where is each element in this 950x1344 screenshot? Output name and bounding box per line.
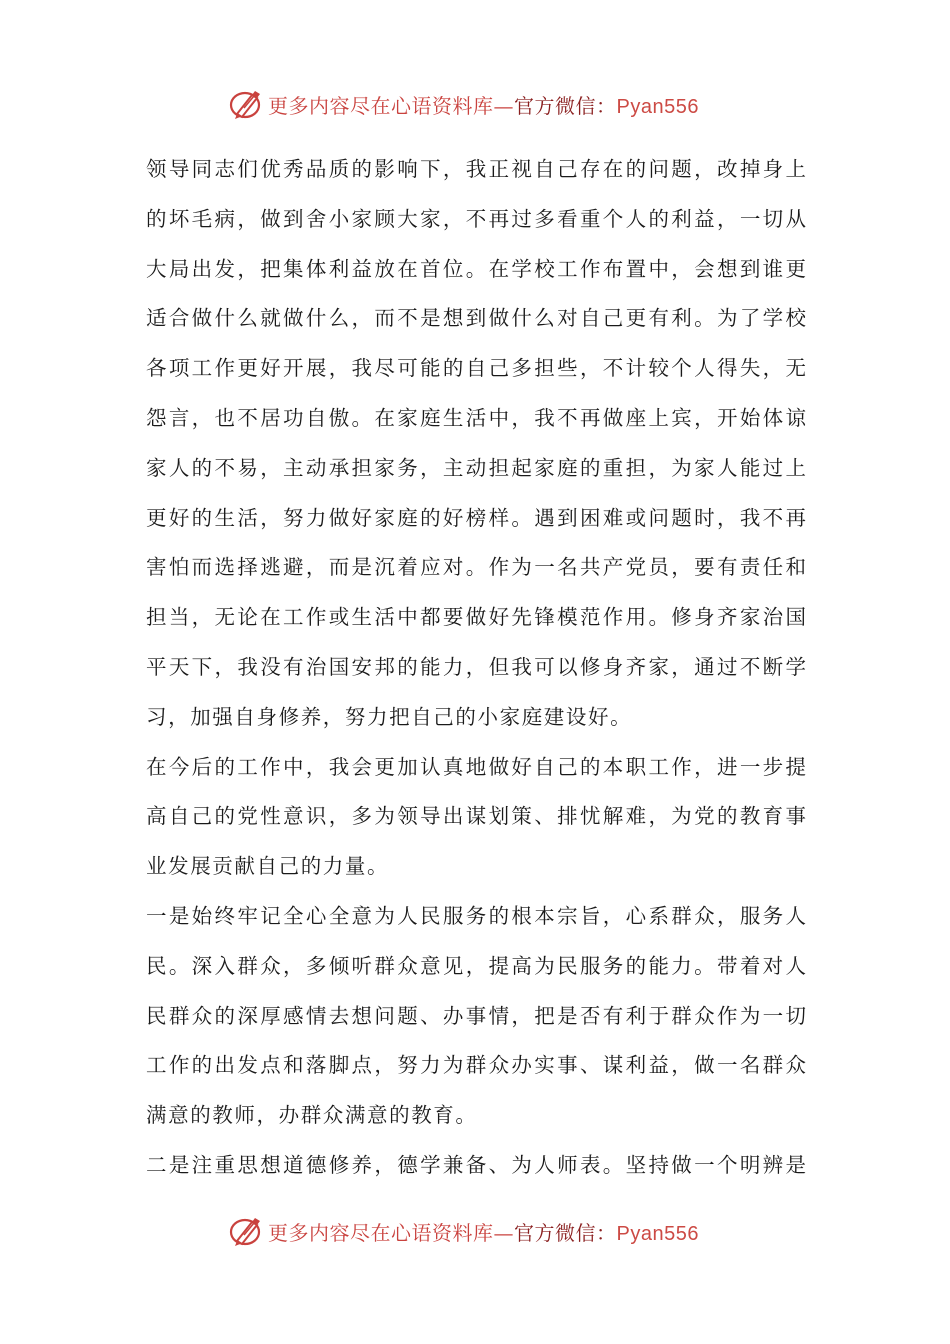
- body-line: 适合做什么就做什么，而不是想到做什么对自己更有利。为了学校: [146, 306, 806, 331]
- body-line: 民群众的深厚感情去想问题、办事情，把是否有利于群众作为一切: [146, 1003, 806, 1028]
- body-line: 大局出发，把集体利益放在首位。在学校工作布置中，会想到谁更: [146, 256, 806, 281]
- body-line: 怨言，也不居功自傲。在家庭生活中，我不再做座上宾，开始体谅: [146, 405, 806, 430]
- pen-nib-circle-icon: [228, 1213, 264, 1249]
- document-body: [146, 145, 806, 1191]
- banner-lead-text: 更多内容尽在心语资料库: [268, 93, 494, 118]
- body-line: 高自己的党性意识，多为领导出谋划策、排忧解难，为党的教育事: [146, 804, 806, 829]
- body-line: 平天下，我没有治国安邦的能力，但我可以修身齐家，通过不断学: [146, 654, 806, 679]
- body-line: 担当，无论在工作或生活中都要做好先锋模范作用。修身齐家治国: [146, 605, 806, 630]
- body-line: 二是注重思想道德修养，德学兼备、为人师表。坚持做一个明辨是: [146, 1152, 806, 1177]
- body-line: 满意的教师，办群众满意的教育。: [146, 1103, 478, 1128]
- body-line: 各项工作更好开展，我尽可能的自己多担些，不计较个人得失，无: [146, 356, 806, 381]
- banner-wechat-account: Pyan556: [616, 95, 699, 118]
- body-line: 民。深入群众，多倾听群众意见，提高为民服务的能力。带着对人: [146, 953, 806, 978]
- header-banner: [228, 84, 748, 124]
- header-banner-text: [268, 90, 699, 119]
- body-line: 害怕而选择逃避，而是沉着应对。作为一名共产党员，要有责任和: [146, 555, 806, 580]
- body-line: 的坏毛病，做到舍小家顾大家，不再过多看重个人的利益，一切从: [146, 206, 806, 231]
- pen-nib-circle-icon: [228, 86, 264, 122]
- banner-dash: —: [493, 93, 514, 118]
- body-line: 更好的生活，努力做好家庭的好榜样。遇到困难或问题时，我不再: [146, 505, 806, 530]
- banner-wechat-account: Pyan556: [616, 1222, 699, 1245]
- body-line: 习，加强自身修养，努力把自己的小家庭建设好。: [146, 704, 633, 729]
- footer-banner: [228, 1211, 748, 1251]
- body-line: 业发展贡献自己的力量。: [146, 854, 390, 879]
- body-line: 领导同志们优秀品质的影响下，我正视自己存在的问题，改掉身上: [146, 157, 806, 181]
- body-line: 家人的不易，主动承担家务，主动担起家庭的重担，为家人能过上: [146, 455, 806, 480]
- body-line: 工作的出发点和落脚点，努力为群众办实事、谋利益，做一名群众: [146, 1053, 806, 1078]
- banner-dash: —: [493, 1220, 514, 1245]
- footer-banner-text: [268, 1217, 699, 1246]
- body-line: 在今后的工作中，我会更加认真地做好自己的本职工作，进一步提: [146, 754, 806, 779]
- banner-wechat-label: 官方微信：: [514, 1220, 617, 1245]
- banner-wechat-label: 官方微信：: [514, 93, 617, 118]
- body-line: 一是始终牢记全心全意为人民服务的根本宗旨，心系群众，服务人: [146, 903, 806, 928]
- banner-lead-text: 更多内容尽在心语资料库: [268, 1220, 494, 1245]
